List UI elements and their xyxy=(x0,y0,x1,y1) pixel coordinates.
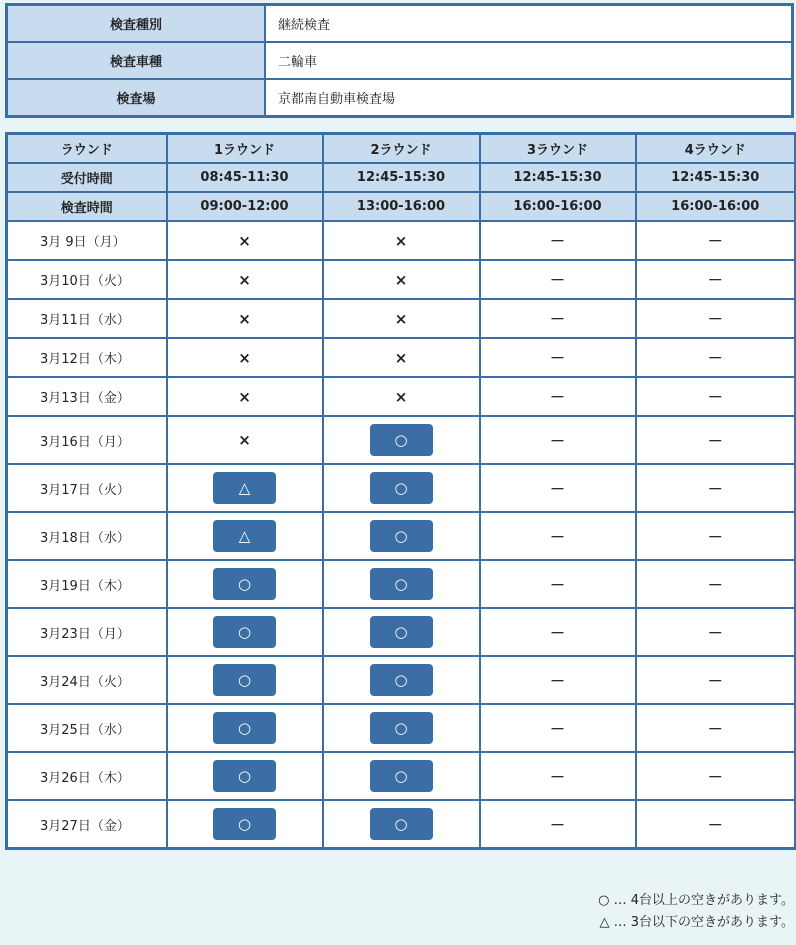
round-header: 1ラウンド xyxy=(167,134,323,164)
not-applicable-mark: － xyxy=(549,431,565,450)
date-cell: 3月19日（木） xyxy=(7,560,167,608)
slot-cell xyxy=(480,800,636,849)
schedule-row xyxy=(7,704,796,752)
unavailable-mark: × xyxy=(238,309,251,328)
slot-cell xyxy=(323,608,480,656)
slot-cell xyxy=(167,416,323,464)
not-applicable-mark: － xyxy=(549,232,565,250)
not-applicable-mark: － xyxy=(549,719,565,738)
reserve-available-button[interactable]: ○ xyxy=(213,760,276,792)
inspection-info-table xyxy=(5,3,794,118)
not-applicable-mark: － xyxy=(707,575,723,594)
slot-cell xyxy=(167,560,323,608)
round-header: 4ラウンド xyxy=(636,134,796,164)
reserve-available-button[interactable]: ○ xyxy=(370,664,433,696)
not-applicable-mark: － xyxy=(549,767,565,786)
reserve-limited-button[interactable]: △ xyxy=(213,472,276,504)
inspection-time: 16:00-16:00 xyxy=(636,192,796,221)
not-applicable-mark: － xyxy=(549,623,565,642)
not-applicable-mark: － xyxy=(549,388,565,406)
slot-cell xyxy=(636,260,796,299)
info-row xyxy=(7,42,793,79)
not-applicable-mark: － xyxy=(707,479,723,498)
slot-cell xyxy=(636,416,796,464)
reserve-available-button[interactable]: ○ xyxy=(370,760,433,792)
not-applicable-mark: － xyxy=(707,719,723,738)
slot-cell xyxy=(167,464,323,512)
slot-cell xyxy=(167,704,323,752)
date-cell: 3月24日（火） xyxy=(7,656,167,704)
date-cell: 3月18日（水） xyxy=(7,512,167,560)
slot-cell xyxy=(323,464,480,512)
schedule-row xyxy=(7,464,796,512)
slot-cell xyxy=(480,338,636,377)
not-applicable-mark: － xyxy=(549,815,565,834)
round-header: 2ラウンド xyxy=(323,134,480,164)
reserve-available-button[interactable]: ○ xyxy=(370,568,433,600)
reception-time-row xyxy=(7,163,796,192)
inspection-time-row xyxy=(7,192,796,221)
slot-cell xyxy=(636,221,796,260)
slot-cell xyxy=(480,656,636,704)
not-applicable-mark: － xyxy=(707,388,723,406)
slot-cell xyxy=(480,560,636,608)
slot-cell xyxy=(167,260,323,299)
schedule-row xyxy=(7,377,796,416)
date-cell: 3月12日（木） xyxy=(7,338,167,377)
slot-cell xyxy=(167,656,323,704)
reception-time: 08:45-11:30 xyxy=(167,163,323,192)
date-cell: 3月11日（水） xyxy=(7,299,167,338)
info-label: 検査場 xyxy=(7,79,266,117)
not-applicable-mark: － xyxy=(707,671,723,690)
inspection-label: 検査時間 xyxy=(7,192,167,221)
round-header-row xyxy=(7,134,796,164)
unavailable-mark: × xyxy=(238,348,251,367)
slot-cell xyxy=(636,752,796,800)
slot-cell xyxy=(480,704,636,752)
reception-time: 12:45-15:30 xyxy=(323,163,480,192)
not-applicable-mark: － xyxy=(549,349,565,367)
slot-cell xyxy=(323,560,480,608)
date-cell: 3月23日（月） xyxy=(7,608,167,656)
slot-cell xyxy=(636,464,796,512)
not-applicable-mark: － xyxy=(549,310,565,328)
not-applicable-mark: － xyxy=(707,310,723,328)
slot-cell xyxy=(636,560,796,608)
not-applicable-mark: － xyxy=(707,815,723,834)
slot-cell xyxy=(323,752,480,800)
not-applicable-mark: － xyxy=(707,232,723,250)
schedule-row xyxy=(7,656,796,704)
inspection-time: 16:00-16:00 xyxy=(480,192,636,221)
slot-cell xyxy=(480,752,636,800)
reserve-available-button[interactable]: ○ xyxy=(370,712,433,744)
slot-cell xyxy=(480,464,636,512)
reserve-available-button[interactable]: ○ xyxy=(213,664,276,696)
schedule-row xyxy=(7,800,796,849)
unavailable-mark: × xyxy=(238,231,251,250)
reserve-available-button[interactable]: ○ xyxy=(213,568,276,600)
slot-cell xyxy=(323,512,480,560)
availability-legend xyxy=(598,890,794,934)
not-applicable-mark: － xyxy=(707,527,723,546)
slot-cell xyxy=(167,752,323,800)
date-cell: 3月17日（火） xyxy=(7,464,167,512)
slot-cell xyxy=(323,299,480,338)
schedule-row xyxy=(7,416,796,464)
slot-cell xyxy=(167,338,323,377)
unavailable-mark: × xyxy=(238,387,251,406)
slot-cell xyxy=(636,299,796,338)
unavailable-mark: × xyxy=(394,309,408,328)
schedule-row xyxy=(7,560,796,608)
schedule-row xyxy=(7,608,796,656)
reserve-available-button[interactable]: ○ xyxy=(370,616,433,648)
slot-cell xyxy=(167,608,323,656)
slot-cell xyxy=(636,338,796,377)
unavailable-mark: × xyxy=(394,348,408,367)
info-label: 検査車種 xyxy=(7,42,266,79)
slot-cell xyxy=(323,260,480,299)
info-label: 検査種別 xyxy=(7,5,266,43)
reserve-available-button[interactable]: ○ xyxy=(213,616,276,648)
info-value: 二輪車 xyxy=(265,42,793,79)
slot-cell xyxy=(480,221,636,260)
info-row xyxy=(7,5,793,43)
slot-cell xyxy=(323,800,480,849)
not-applicable-mark: － xyxy=(707,271,723,289)
slot-cell xyxy=(167,800,323,849)
slot-cell xyxy=(480,299,636,338)
unavailable-mark: × xyxy=(238,431,251,449)
slot-cell xyxy=(323,704,480,752)
not-applicable-mark: － xyxy=(549,527,565,546)
reserve-available-button[interactable]: ○ xyxy=(213,808,276,840)
reception-time: 12:45-15:30 xyxy=(636,163,796,192)
reception-time: 12:45-15:30 xyxy=(480,163,636,192)
unavailable-mark: × xyxy=(238,270,251,289)
unavailable-mark: × xyxy=(394,387,408,406)
reserve-available-button[interactable]: ○ xyxy=(370,808,433,840)
legend-available-few: △ … 3台以下の空きがあります。 xyxy=(599,915,794,930)
date-cell: 3月10日（火） xyxy=(7,260,167,299)
slot-cell xyxy=(323,221,480,260)
not-applicable-mark: － xyxy=(549,479,565,498)
slot-cell xyxy=(480,416,636,464)
slot-cell xyxy=(480,608,636,656)
slot-cell xyxy=(167,221,323,260)
reservation-schedule-table xyxy=(5,132,796,850)
legend-available-many: ○ … 4台以上の空きがあります。 xyxy=(598,893,794,908)
slot-cell xyxy=(480,512,636,560)
not-applicable-mark: － xyxy=(549,271,565,289)
slot-cell xyxy=(636,608,796,656)
schedule-row xyxy=(7,260,796,299)
slot-cell xyxy=(323,377,480,416)
slot-cell xyxy=(480,260,636,299)
reserve-available-button[interactable]: ○ xyxy=(370,472,433,504)
slot-cell xyxy=(636,512,796,560)
schedule-row xyxy=(7,512,796,560)
reserve-available-button[interactable]: ○ xyxy=(370,520,433,552)
inspection-time: 09:00-12:00 xyxy=(167,192,323,221)
not-applicable-mark: － xyxy=(549,671,565,690)
date-cell: 3月27日（金） xyxy=(7,800,167,849)
schedule-row xyxy=(7,299,796,338)
round-header: 3ラウンド xyxy=(480,134,636,164)
info-value: 京都南自動車検査場 xyxy=(265,79,793,117)
info-row xyxy=(7,79,793,117)
reserve-available-button[interactable]: ○ xyxy=(370,424,433,456)
slot-cell xyxy=(636,800,796,849)
unavailable-mark: × xyxy=(394,231,408,250)
slot-cell xyxy=(167,377,323,416)
not-applicable-mark: － xyxy=(707,431,723,450)
date-cell: 3月26日（木） xyxy=(7,752,167,800)
slot-cell xyxy=(167,299,323,338)
date-cell: 3月13日（金） xyxy=(7,377,167,416)
schedule-row xyxy=(7,752,796,800)
schedule-row xyxy=(7,338,796,377)
slot-cell xyxy=(323,338,480,377)
schedule-row xyxy=(7,221,796,260)
slot-cell xyxy=(323,416,480,464)
slot-cell xyxy=(167,512,323,560)
reserve-limited-button[interactable]: △ xyxy=(213,520,276,552)
round-label: ラウンド xyxy=(7,134,167,164)
info-value: 継続検査 xyxy=(265,5,793,43)
date-cell: 3月 9日（月） xyxy=(7,221,167,260)
reception-label: 受付時間 xyxy=(7,163,167,192)
date-cell: 3月25日（水） xyxy=(7,704,167,752)
slot-cell xyxy=(480,377,636,416)
slot-cell xyxy=(636,704,796,752)
slot-cell xyxy=(636,656,796,704)
slot-cell xyxy=(636,377,796,416)
not-applicable-mark: － xyxy=(549,575,565,594)
date-cell: 3月16日（月） xyxy=(7,416,167,464)
not-applicable-mark: － xyxy=(707,767,723,786)
unavailable-mark: × xyxy=(394,270,408,289)
reserve-available-button[interactable]: ○ xyxy=(213,712,276,744)
slot-cell xyxy=(323,656,480,704)
inspection-time: 13:00-16:00 xyxy=(323,192,480,221)
not-applicable-mark: － xyxy=(707,623,723,642)
not-applicable-mark: － xyxy=(707,349,723,367)
